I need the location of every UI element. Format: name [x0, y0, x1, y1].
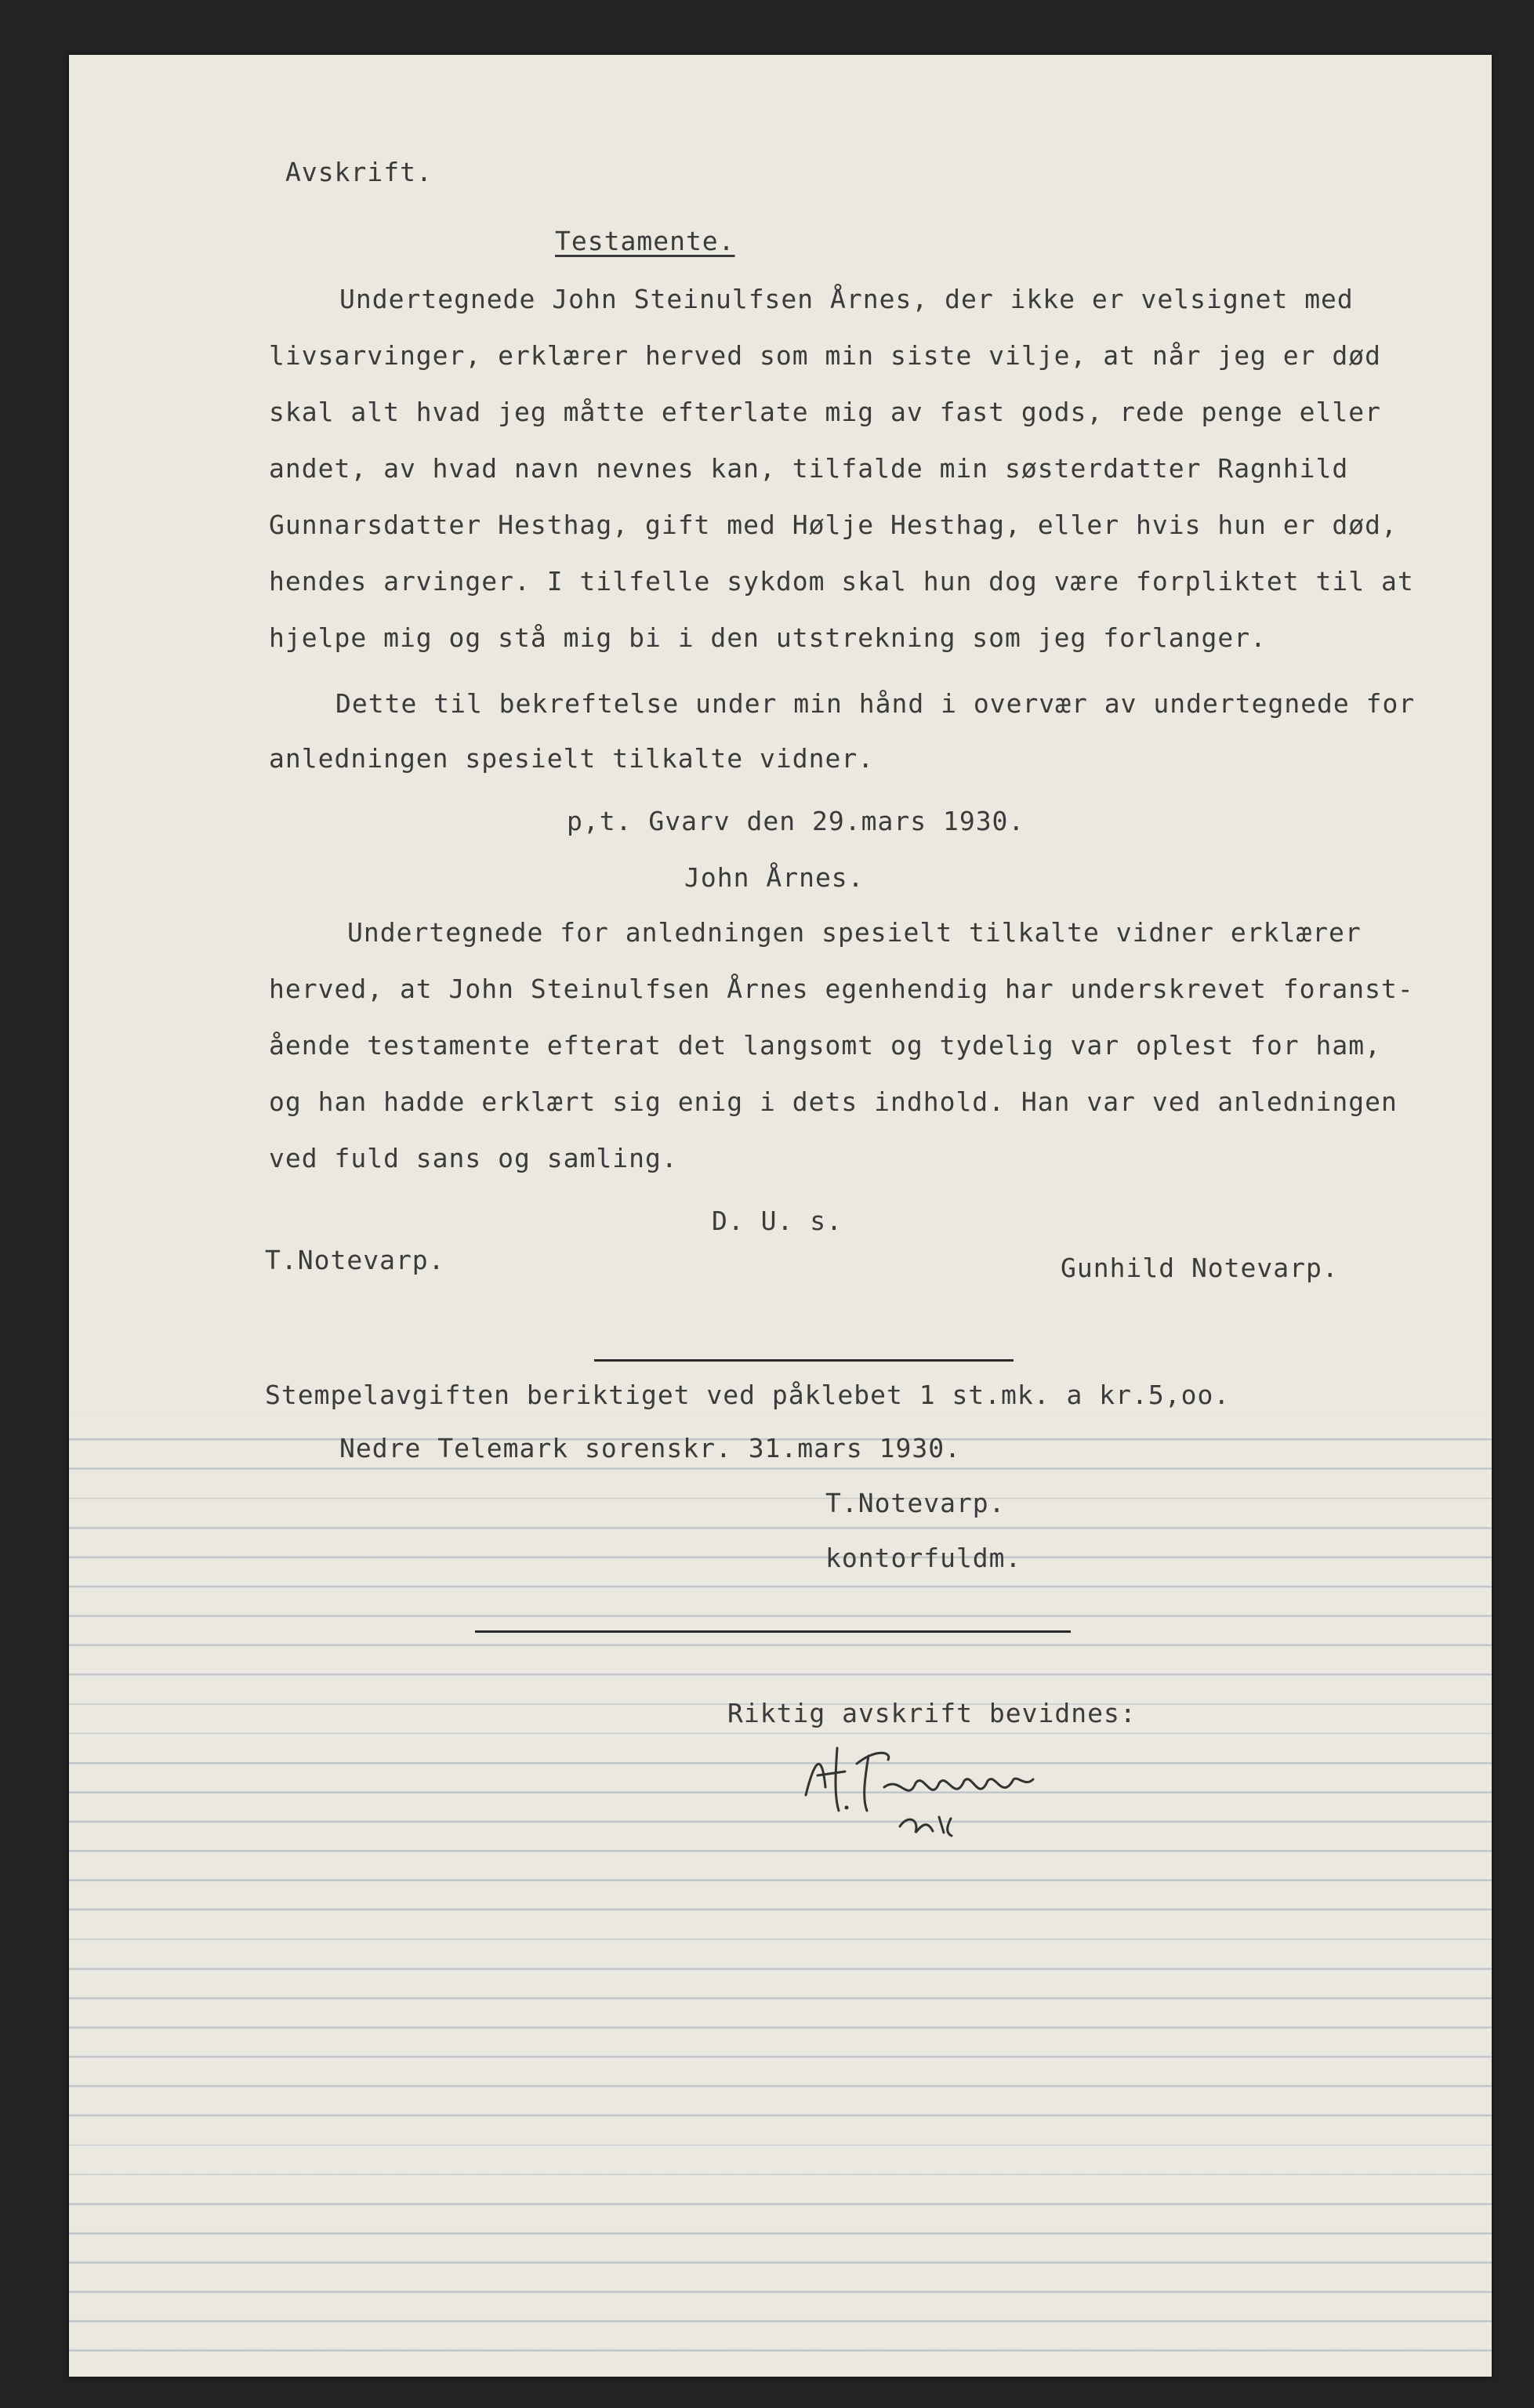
confirm-line: anledningen spesielt tilkalte vidner.	[269, 743, 875, 774]
witness-line: ved fuld sans og samling.	[269, 1143, 678, 1173]
body-line: hjelpe mig og stå mig bi i den utstrekning som jeg forlanger.	[269, 622, 1267, 653]
heading-avskrift: Avskrift.	[285, 157, 433, 187]
place-date: p,t. Gvarv den 29.mars 1930.	[567, 806, 1025, 836]
divider-rule	[594, 1359, 1014, 1362]
body-line: andet, av hvad navn nevnes kan, tilfalde min søsterdatter Ragnhild	[269, 453, 1349, 484]
document-page	[69, 55, 1492, 2377]
certification-line: Riktig avskrift bevidnes:	[727, 1698, 1137, 1728]
body-line: skal alt hvad jeg måtte efterlate mig av fast gods, rede penge eller	[269, 397, 1382, 427]
witness-line: Undertegnede for anledningen spesielt tilkalte vidner erklærer	[347, 917, 1362, 948]
clerk-title: kontorfuldm.	[825, 1543, 1022, 1573]
body-line: hendes arvinger. I tilfelle sykdom skal hun dog være forpliktet til at	[269, 566, 1414, 597]
witness-line: og han hadde erklært sig enig i dets indhold. Han var ved anledningen	[269, 1086, 1398, 1117]
witness-left: T.Notevarp.	[265, 1245, 445, 1275]
divider-rule	[475, 1630, 1071, 1633]
testator-signature: John Årnes.	[684, 862, 865, 893]
body-line: livsarvinger, erklærer herved som min siste vilje, at når jeg er død	[269, 340, 1382, 371]
stamp-line: Stempelavgiften beriktiget ved påklebet 1 st.mk. a kr.5,oo.	[265, 1380, 1231, 1410]
witness-line: ående testamente efterat det langsomt og tydelig var oplest for ham,	[269, 1030, 1382, 1061]
office-line: Nedre Telemark sorenskr. 31.mars 1930.	[339, 1433, 961, 1463]
witness-right: Gunhild Notevarp.	[1061, 1253, 1339, 1283]
dus-abbreviation: D. U. s.	[712, 1206, 843, 1236]
witness-line: herved, at John Steinulfsen Årnes egenhendig har underskrevet foranst-	[269, 974, 1414, 1004]
body-line: Undertegnede John Steinulfsen Årnes, der ikke er velsignet med	[339, 284, 1354, 314]
handwritten-signature	[790, 1732, 1041, 1850]
body-line: Gunnarsdatter Hesthag, gift med Hølje Hesthag, eller hvis hun er død,	[269, 510, 1398, 540]
title-testamente: Testamente.	[555, 226, 735, 256]
confirm-line: Dette til bekreftelse under min hånd i overvær av undertegnede for	[335, 688, 1416, 719]
clerk-name: T.Notevarp.	[825, 1488, 1006, 1518]
